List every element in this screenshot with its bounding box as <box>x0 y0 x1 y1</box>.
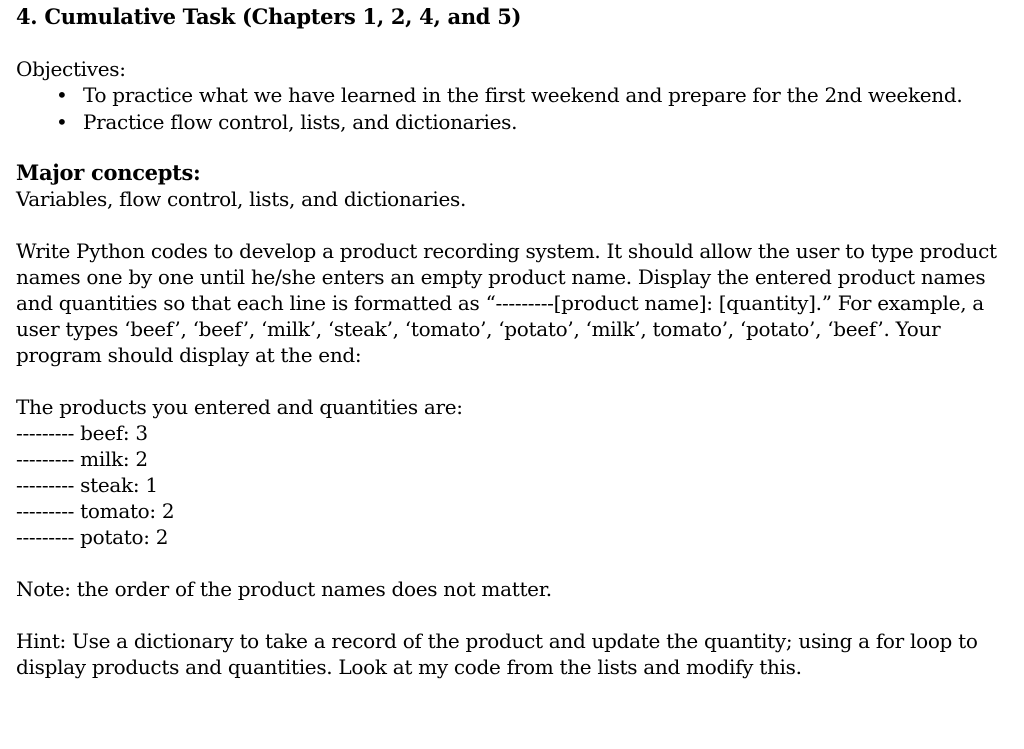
bullet-icon: • <box>56 83 68 107</box>
bullet-icon: • <box>56 110 68 134</box>
spacer <box>16 602 1024 628</box>
objectives-list <box>16 82 1024 136</box>
hint-text: Hint: Use a dictionary to take a record of the product and update the quantity; using a for loop to display products and quantities. Look at my code from the lists and modify this. <box>16 629 978 679</box>
sample-output-header: The products you entered and quantities are: <box>16 395 463 419</box>
spacer <box>16 368 1024 394</box>
major-concepts-label: Major concepts: <box>16 160 201 185</box>
spacer <box>16 212 1024 238</box>
objective-text: Practice flow control, lists, and dictionaries. <box>83 110 518 134</box>
major-concepts-text: Variables, flow control, lists, and dictionaries. <box>16 187 467 211</box>
task-description: Write Python codes to develop a product recording system. It should allow the user to type product names one by one until he/she enters an empty product name. Display the entered product names and quantities so that each line is formatted as “---------[product name]: [quantity].” For example, a user types ‘beef’, ‘beef’, ‘milk’, ‘steak’, ‘tomato’, ‘potato’, ‘milk’, tomato’, ‘potato’, ‘beef’. Your program should display at the end: <box>16 239 997 367</box>
task-heading: 4. Cumulative Task (Chapters 1, 2, 4, and 5) <box>16 4 522 29</box>
sample-output-line: --------- beef: 3 <box>16 421 148 445</box>
objectives-label: Objectives: <box>16 57 126 81</box>
sample-output-line: --------- milk: 2 <box>16 447 148 471</box>
sample-output-line: --------- potato: 2 <box>16 525 169 549</box>
note-text: Note: the order of the product names does not matter. <box>16 577 552 601</box>
objective-text: To practice what we have learned in the first weekend and prepare for the 2nd weekend. <box>83 83 963 107</box>
spacer <box>16 550 1024 576</box>
sample-output-line: --------- tomato: 2 <box>16 499 175 523</box>
objective-item <box>16 109 1024 136</box>
objective-item <box>16 82 1024 109</box>
sample-output-line: --------- steak: 1 <box>16 473 158 497</box>
